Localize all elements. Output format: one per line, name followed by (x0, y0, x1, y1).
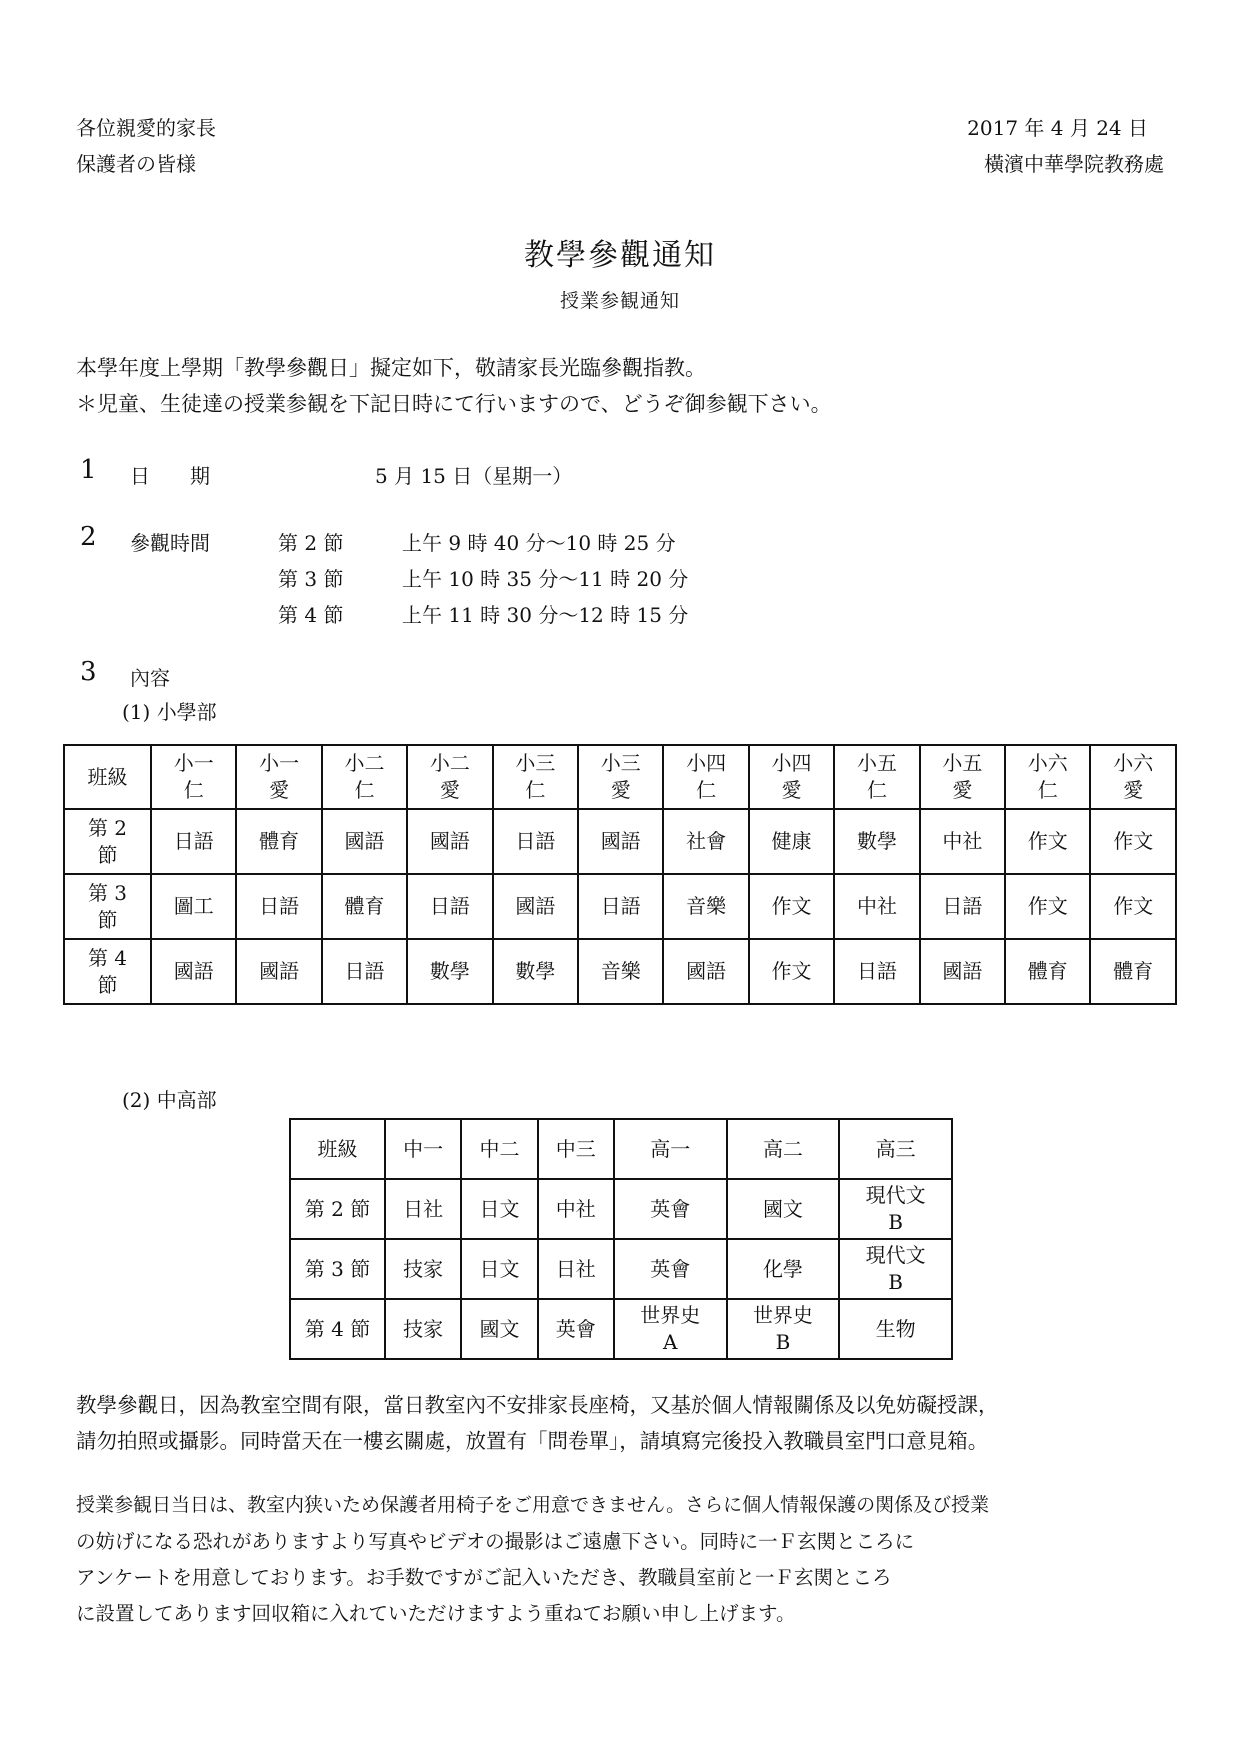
subject-cell: 英會 (538, 1299, 614, 1359)
note-ja-line: に設置してあります回収箱に入れていただけますよう重ねてお願い申し上げます。 (76, 1602, 796, 1625)
subject-cell: 日語 (920, 874, 1005, 939)
class-header: 小四 仁 (663, 745, 748, 809)
subject-cell: 音樂 (578, 939, 663, 1004)
class-header: 小四 愛 (749, 745, 834, 809)
middle-high-schedule-table (289, 1118, 953, 1360)
subject-cell: 日社 (538, 1239, 614, 1299)
class-header: 小一 愛 (236, 745, 321, 809)
period-label: 第 2 節 (278, 531, 344, 555)
subject-cell: 作文 (1090, 874, 1176, 939)
class-header: 高一 (614, 1119, 727, 1179)
item-number-3: 3 (80, 657, 97, 687)
elementary-heading: (1) 小學部 (122, 700, 217, 724)
subject-cell: 作文 (749, 874, 834, 939)
subject-cell: 體育 (236, 809, 321, 874)
subject-cell: 現代文 B (839, 1179, 952, 1239)
period-time: 上午 9 時 40 分～10 時 25 分 (402, 531, 676, 555)
elementary-schedule-table (63, 744, 1177, 1005)
subject-cell: 國文 (727, 1179, 840, 1239)
subject-cell: 作文 (1090, 809, 1176, 874)
intro-zh: 本學年度上學期「教學參觀日」擬定如下，敬請家長光臨參觀指教。 (76, 356, 706, 380)
subject-cell: 日語 (407, 874, 492, 939)
class-header: 小三 仁 (493, 745, 578, 809)
subject-cell: 日社 (385, 1179, 461, 1239)
subject-cell: 健康 (749, 809, 834, 874)
subject-cell: 數學 (407, 939, 492, 1004)
note-ja-line: の妨げになる恐れがありますより写真やビデオの撮影はご遠慮下さい。同時に一Ｆ玄関ところに (76, 1530, 915, 1553)
subject-cell: 中社 (538, 1179, 614, 1239)
note-zh-line: 教學參觀日，因為教室空間有限，當日教室內不安排家長座椅，又基於個人情報關係及以免妨礙授課， (76, 1393, 999, 1417)
subject-cell: 日文 (461, 1239, 537, 1299)
note-ja-line: アンケートを用意しております。お手数ですがご記入いただき、教職員室前と一Ｆ玄関ところ (76, 1566, 892, 1589)
class-header: 小一 仁 (151, 745, 236, 809)
subject-cell: 體育 (322, 874, 407, 939)
table-corner: 班級 (64, 745, 151, 809)
subject-cell: 世界史 A (614, 1299, 727, 1359)
class-header: 高三 (839, 1119, 952, 1179)
class-header: 高二 (727, 1119, 840, 1179)
subject-cell: 國語 (663, 939, 748, 1004)
notice-date: 2017 年 4 月 24 日 (967, 116, 1148, 140)
subject-cell: 音樂 (663, 874, 748, 939)
table-row (290, 1179, 952, 1239)
subject-cell: 國語 (493, 874, 578, 939)
subject-cell: 日語 (322, 939, 407, 1004)
item-number-1: 1 (80, 455, 97, 485)
table-row (64, 874, 1176, 939)
class-header: 小六 愛 (1090, 745, 1176, 809)
table-row (290, 1299, 952, 1359)
subject-cell: 作文 (1005, 874, 1090, 939)
table-corner: 班級 (290, 1119, 385, 1179)
class-header: 小五 愛 (920, 745, 1005, 809)
subject-cell: 國語 (236, 939, 321, 1004)
subject-cell: 體育 (1090, 939, 1176, 1004)
subject-cell: 國語 (920, 939, 1005, 1004)
subject-cell: 國語 (322, 809, 407, 874)
table-row (64, 939, 1176, 1004)
subject-cell: 日語 (834, 939, 919, 1004)
table-row (64, 809, 1176, 874)
subject-cell: 現代文 B (839, 1239, 952, 1299)
middle-high-heading: (2) 中高部 (122, 1088, 217, 1112)
period-time: 上午 10 時 35 分～11 時 20 分 (402, 567, 689, 591)
subject-cell: 國語 (407, 809, 492, 874)
page-title: 教學參觀通知 (524, 238, 716, 273)
subject-cell: 體育 (1005, 939, 1090, 1004)
period-cell: 第 2 節 (64, 809, 151, 874)
subject-cell: 技家 (385, 1299, 461, 1359)
class-header: 中三 (538, 1119, 614, 1179)
subject-cell: 國語 (578, 809, 663, 874)
content-label: 內容 (130, 666, 170, 690)
period-time: 上午 11 時 30 分～12 時 15 分 (402, 603, 689, 627)
class-header: 中一 (385, 1119, 461, 1179)
subject-cell: 日文 (461, 1179, 537, 1239)
period-label: 第 4 節 (278, 603, 344, 627)
subject-cell: 世界史 B (727, 1299, 840, 1359)
table-row (290, 1239, 952, 1299)
period-cell: 第 3 節 (290, 1239, 385, 1299)
class-header: 小五 仁 (834, 745, 919, 809)
addressee-zh: 各位親愛的家長 (76, 116, 216, 140)
subject-cell: 日語 (578, 874, 663, 939)
period-cell: 第 4 節 (290, 1299, 385, 1359)
note-ja-line: 授業参観日当日は、教室内狭いため保護者用椅子をご用意できません。さらに個人情報保護の関係及び授業 (76, 1494, 990, 1516)
period-cell: 第 4 節 (64, 939, 151, 1004)
subject-cell: 中社 (920, 809, 1005, 874)
addressee-ja: 保護者の皆様 (76, 152, 196, 176)
subject-cell: 技家 (385, 1239, 461, 1299)
subject-cell: 社會 (663, 809, 748, 874)
intro-ja: ＊児童、生徒達の授業参観を下記日時にて行いますので、どうぞ御参観下さい。 (76, 392, 832, 416)
note-zh-line: 請勿拍照或攝影。同時當天在一樓玄關處，放置有「問卷單」，請填寫完後投入教職員室門口意見箱。 (76, 1429, 989, 1453)
subject-cell: 國文 (461, 1299, 537, 1359)
period-label: 第 3 節 (278, 567, 344, 591)
period-cell: 第 2 節 (290, 1179, 385, 1239)
item-number-2: 2 (80, 522, 97, 552)
subject-cell: 英會 (614, 1179, 727, 1239)
subject-cell: 作文 (749, 939, 834, 1004)
subject-cell: 英會 (614, 1239, 727, 1299)
subject-cell: 國語 (151, 939, 236, 1004)
class-header: 小六 仁 (1005, 745, 1090, 809)
table-header-row (64, 745, 1176, 809)
time-label: 參觀時間 (130, 531, 210, 555)
subject-cell: 日語 (151, 809, 236, 874)
subject-cell: 生物 (839, 1299, 952, 1359)
table-header-row (290, 1119, 952, 1179)
subject-cell: 作文 (1005, 809, 1090, 874)
class-header: 小三 愛 (578, 745, 663, 809)
class-header: 小二 愛 (407, 745, 492, 809)
sender: 橫濱中華學院教務處 (984, 152, 1164, 176)
subject-cell: 化學 (727, 1239, 840, 1299)
period-cell: 第 3 節 (64, 874, 151, 939)
subject-cell: 中社 (834, 874, 919, 939)
page-subtitle: 授業参観通知 (559, 290, 680, 312)
subject-cell: 圖工 (151, 874, 236, 939)
date-value: 5 月 15 日（星期一） (375, 464, 573, 488)
subject-cell: 數學 (834, 809, 919, 874)
class-header: 小二 仁 (322, 745, 407, 809)
subject-cell: 日語 (493, 809, 578, 874)
subject-cell: 數學 (493, 939, 578, 1004)
class-header: 中二 (461, 1119, 537, 1179)
subject-cell: 日語 (236, 874, 321, 939)
date-label: 日 期 (130, 464, 210, 488)
